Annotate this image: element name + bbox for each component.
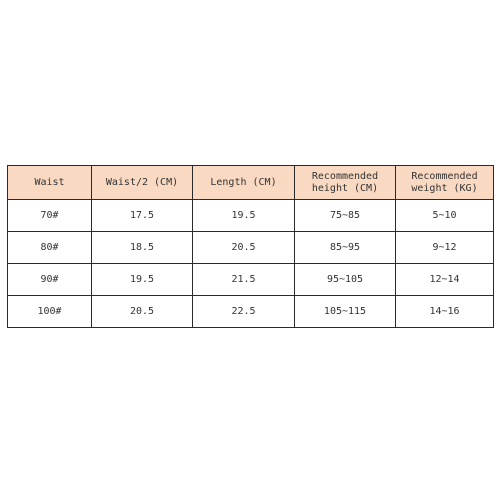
cell-half-waist: 18.5 <box>92 232 193 264</box>
table-body <box>8 200 494 328</box>
header-row <box>8 166 494 200</box>
header-recommended-weight <box>396 166 494 200</box>
header-length-line-1: Length (CM) <box>210 176 277 188</box>
cell-length: 19.5 <box>193 200 295 232</box>
header-recommended-height-line-2: height (CM) <box>311 182 379 194</box>
cell-recommended-height: 75~85 <box>295 200 396 232</box>
cell-waist: 100# <box>8 296 92 328</box>
cell-length: 20.5 <box>193 232 295 264</box>
cell-recommended-weight: 5~10 <box>396 200 494 232</box>
cell-recommended-height: 95~105 <box>295 264 396 296</box>
header-recommended-height <box>295 166 396 200</box>
header-recommended-weight-line-1: Recommended <box>411 170 478 182</box>
header-waist <box>8 166 92 200</box>
header-length <box>193 166 295 200</box>
table-row <box>8 296 494 328</box>
cell-recommended-height: 105~115 <box>295 296 396 328</box>
cell-half-waist: 17.5 <box>92 200 193 232</box>
table-row <box>8 232 494 264</box>
size-chart-table <box>7 165 494 328</box>
header-recommended-height-line-1: Recommended <box>311 170 379 182</box>
table-row <box>8 200 494 232</box>
cell-half-waist: 20.5 <box>92 296 193 328</box>
header-half-waist <box>92 166 193 200</box>
cell-waist: 80# <box>8 232 92 264</box>
header-waist-line-1: Waist <box>34 176 65 188</box>
cell-length: 21.5 <box>193 264 295 296</box>
header-recommended-weight-line-2: weight (KG) <box>411 182 478 194</box>
cell-length: 22.5 <box>193 296 295 328</box>
cell-recommended-weight: 9~12 <box>396 232 494 264</box>
cell-waist: 70# <box>8 200 92 232</box>
cell-half-waist: 19.5 <box>92 264 193 296</box>
cell-recommended-weight: 14~16 <box>396 296 494 328</box>
header-half-waist-line-1: Waist/2 (CM) <box>105 176 179 188</box>
cell-recommended-height: 85~95 <box>295 232 396 264</box>
cell-recommended-weight: 12~14 <box>396 264 494 296</box>
cell-waist: 90# <box>8 264 92 296</box>
table-header <box>8 166 494 200</box>
table-row <box>8 264 494 296</box>
